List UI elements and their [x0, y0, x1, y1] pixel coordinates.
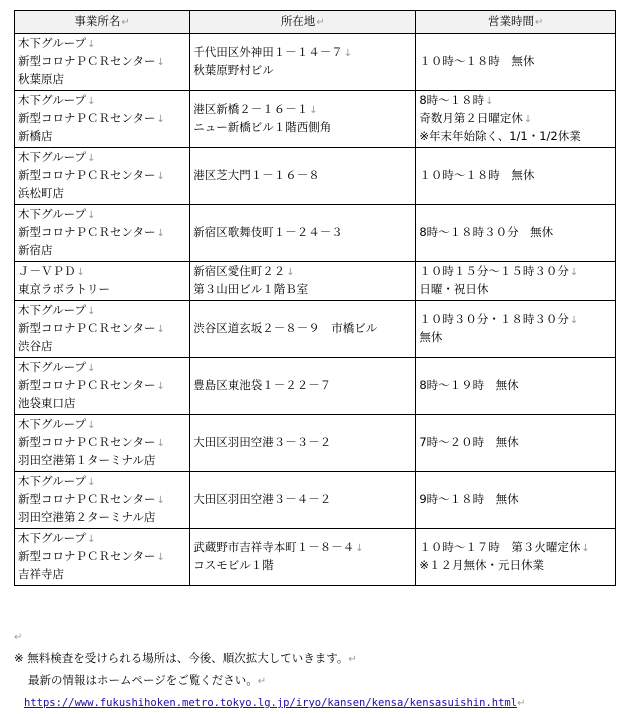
note-line-2: 最新の情報はホームページをご覧ください。↵ — [28, 673, 267, 687]
cell-line: 新宿区歌舞伎町１－２４－３ — [193, 225, 343, 239]
address-cell — [190, 472, 416, 529]
cell-line: 港区新橋２－１６－１↓ — [193, 102, 318, 116]
address-cell — [190, 358, 416, 415]
cell-line: 日曜・祝日休 — [419, 282, 489, 296]
cell-line: 9時～１８時 無休 — [419, 492, 519, 506]
cell-line: 無休 — [419, 330, 443, 344]
table-row — [15, 529, 616, 586]
address-cell — [190, 262, 416, 301]
cell-line: 大田区羽田空港３－４－２ — [193, 492, 332, 506]
header-address: 所在地↵ — [190, 11, 416, 34]
hours-cell — [416, 262, 616, 301]
cell-line: 羽田空港第１ターミナル店 — [18, 453, 156, 467]
table-row — [15, 301, 616, 358]
cell-line: 新型コロナＰＣＲセンター↓ — [18, 435, 165, 449]
hours-cell — [416, 301, 616, 358]
cell-line: 新型コロナＰＣＲセンター↓ — [18, 168, 165, 182]
cell-line: 東京ラボラトリー — [18, 282, 110, 296]
cell-line: 羽田空港第２ターミナル店 — [18, 510, 156, 524]
table-header-row — [15, 11, 616, 34]
table-row — [15, 91, 616, 148]
cell-line: 第３山田ビル１階Ｂ室 — [193, 282, 309, 296]
cell-line: 浜松町店 — [18, 186, 64, 200]
cell-line: 新宿店 — [18, 243, 53, 257]
address-cell — [190, 301, 416, 358]
footer-note — [14, 626, 624, 714]
table-row — [15, 205, 616, 262]
address-cell — [190, 205, 416, 262]
address-cell — [190, 34, 416, 91]
homepage-link[interactable]: https://www.fukushihoken.metro.tokyo.lg.jp/iryo/kansen/kensa/kensasuishin.html — [24, 697, 518, 709]
cell-line: コスモビル１階 — [193, 558, 274, 572]
address-cell — [190, 148, 416, 205]
cell-line: 渋谷店 — [18, 339, 53, 353]
office-name-cell — [15, 262, 190, 301]
cell-line: 武蔵野市吉祥寺本町１－８－４↓ — [193, 540, 364, 554]
cell-line: ※年末年始除く、1/1・1/2休業 — [419, 129, 581, 143]
cell-line: 木下グループ↓ — [18, 417, 96, 431]
table-body — [15, 34, 616, 586]
cell-line: １０時～１８時 無休 — [419, 168, 535, 182]
hours-cell — [416, 529, 616, 586]
hours-cell — [416, 148, 616, 205]
table-row — [15, 34, 616, 91]
pcr-center-table — [14, 10, 616, 586]
cell-line: 千代田区外神田１－１４－７↓ — [193, 45, 353, 59]
cell-line: 新型コロナＰＣＲセンター↓ — [18, 321, 165, 335]
cell-line: 池袋東口店 — [18, 396, 76, 410]
cell-line: １０時３０分・１８時３０分↓ — [419, 312, 579, 326]
paragraph-mark: ↵ — [14, 632, 23, 643]
cell-line: 渋谷区道玄坂２－８－９ 市橋ビル — [193, 321, 378, 335]
cell-line: １０時１５分～１５時３０分↓ — [419, 264, 579, 278]
header-office-name: 事業所名↵ — [15, 11, 190, 34]
cell-line: 新宿区愛住町２２↓ — [193, 264, 295, 278]
table-row — [15, 262, 616, 301]
cell-line: 8時～１９時 無休 — [419, 378, 519, 392]
cell-line: 8時～１８時↓ — [419, 93, 494, 107]
cell-line: 8時～１８時３０分 無休 — [419, 225, 554, 239]
office-name-cell — [15, 91, 190, 148]
cell-line: 新型コロナＰＣＲセンター↓ — [18, 378, 165, 392]
table-row — [15, 472, 616, 529]
cell-line: 港区芝大門１－１６－８ — [193, 168, 320, 182]
cell-line: 秋葉原店 — [18, 72, 64, 86]
cell-line: ※１２月無休・元日休業 — [419, 558, 544, 572]
hours-cell — [416, 472, 616, 529]
office-name-cell — [15, 415, 190, 472]
address-cell — [190, 415, 416, 472]
cell-line: 木下グループ↓ — [18, 303, 96, 317]
cell-line: 木下グループ↓ — [18, 531, 96, 545]
cell-line: 大田区羽田空港３－３－２ — [193, 435, 332, 449]
cell-line: 新橋店 — [18, 129, 53, 143]
cell-line: １０時～１８時 無休 — [419, 54, 535, 68]
hours-cell — [416, 415, 616, 472]
office-name-cell — [15, 529, 190, 586]
cell-line: 新型コロナＰＣＲセンター↓ — [18, 111, 165, 125]
cell-line: 木下グループ↓ — [18, 93, 96, 107]
cell-line: 木下グループ↓ — [18, 207, 96, 221]
hours-cell — [416, 358, 616, 415]
office-name-cell — [15, 301, 190, 358]
cell-line: 木下グループ↓ — [18, 360, 96, 374]
cell-line: 秋葉原野村ビル — [193, 63, 274, 77]
office-name-cell — [15, 34, 190, 91]
table-row — [15, 415, 616, 472]
cell-line: 新型コロナＰＣＲセンター↓ — [18, 225, 165, 239]
header-hours: 営業時間↵ — [416, 11, 616, 34]
office-name-cell — [15, 358, 190, 415]
cell-line: 新型コロナＰＣＲセンター↓ — [18, 54, 165, 68]
hours-cell — [416, 205, 616, 262]
cell-line: 木下グループ↓ — [18, 474, 96, 488]
office-name-cell — [15, 148, 190, 205]
cell-line: 新型コロナＰＣＲセンター↓ — [18, 492, 165, 506]
hours-cell — [416, 91, 616, 148]
cell-line: 7時～２０時 無休 — [419, 435, 519, 449]
office-name-cell — [15, 472, 190, 529]
hours-cell — [416, 34, 616, 91]
table-row — [15, 148, 616, 205]
cell-line: １０時～１７時 第３火曜定休↓ — [419, 540, 590, 554]
cell-line: ニュー新橋ビル１階西側角 — [193, 120, 332, 134]
cell-line: Ｊ－ＶＰＤ↓ — [18, 264, 85, 278]
address-cell — [190, 91, 416, 148]
cell-line: 奇数月第２日曜定休↓ — [419, 111, 533, 125]
table-row — [15, 358, 616, 415]
note-line-1: ※ 無料検査を受けられる場所は、今後、順次拡大していきます。↵ — [14, 651, 357, 665]
cell-line: 豊島区東池袋１－２２－７ — [193, 378, 332, 392]
cell-line: 吉祥寺店 — [18, 567, 64, 581]
cell-line: 木下グループ↓ — [18, 150, 96, 164]
address-cell — [190, 529, 416, 586]
cell-line: 新型コロナＰＣＲセンター↓ — [18, 549, 165, 563]
url-line[interactable]: https://www.fukushihoken.metro.tokyo.lg.jp/iryo/kansen/kensa/kensasuishin.html↵ — [14, 692, 624, 714]
cell-line: 木下グループ↓ — [18, 36, 96, 50]
office-name-cell — [15, 205, 190, 262]
